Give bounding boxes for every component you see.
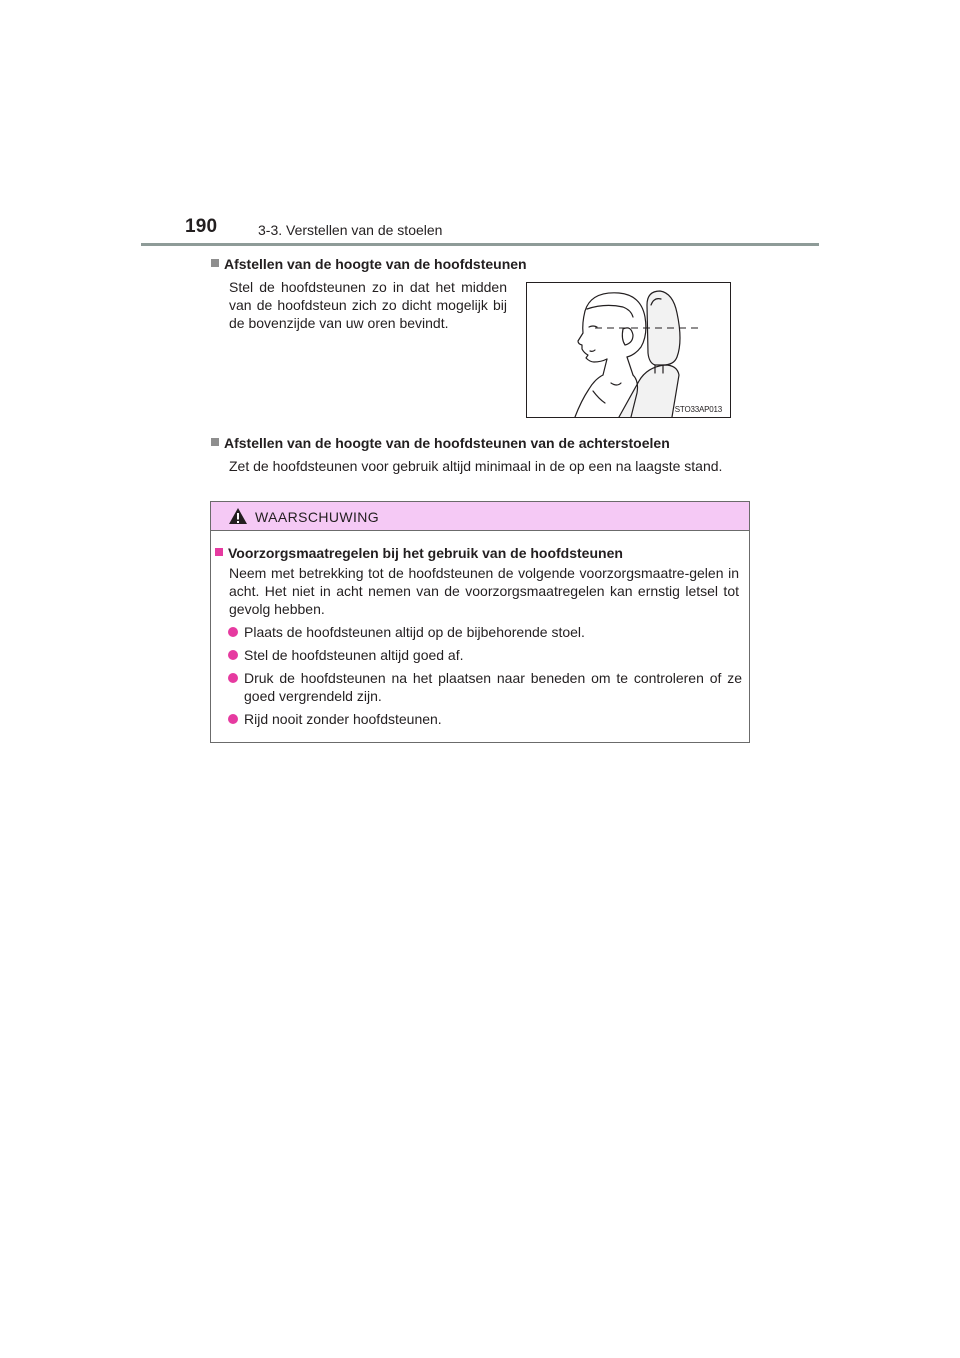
warning-bullet: Rijd nooit zonder hoofdsteunen. [228, 710, 742, 728]
section2-heading-text: Afstellen van de hoogte van de hoofdsteunen van de achterstoelen [224, 435, 670, 451]
warning-bullet: Plaats de hoofdsteunen altijd op de bijbehorende stoel. [228, 623, 742, 641]
headrest-illustration [526, 282, 731, 418]
bullet-dot-icon [228, 714, 238, 724]
square-marker-icon [211, 259, 219, 267]
square-marker-icon [211, 438, 219, 446]
warning-body: Neem met betrekking tot de hoofdsteunen de volgende voorzorgsmaatre-gelen in acht. Het niet in acht nemen van de voorzorgsmaatregelen kan ernstig letsel tot gevolg hebben. [229, 565, 739, 617]
warning-bullet: Stel de hoofdsteunen altijd goed af. [228, 646, 742, 664]
warning-triangle-icon [228, 507, 248, 525]
page-number: 190 [185, 216, 218, 237]
warning-title: WAARSCHUWING [255, 509, 380, 525]
headrest-adjust-diagram [527, 283, 730, 417]
warning-heading-text: Voorzorgsmaatregelen bij het gebruik van de hoofdsteunen [228, 545, 623, 561]
square-marker-icon [215, 548, 223, 556]
bullet-dot-icon [228, 650, 238, 660]
section1-heading [211, 256, 527, 272]
header-rule [141, 243, 819, 246]
bullet-dot-icon [228, 627, 238, 637]
section-title: 3-3. Verstellen van de stoelen [258, 222, 443, 238]
section1-body: Stel de hoofdsteunen zo in dat het midden van de hoofdsteun zich zo dicht mogelijk bij de bovenzijde van uw oren bevindt. [229, 279, 507, 331]
bullet-dot-icon [228, 673, 238, 683]
section2-heading [211, 435, 670, 451]
section1-heading-text: Afstellen van de hoogte van de hoofdsteunen [224, 256, 527, 272]
warning-header [211, 502, 749, 531]
warning-bullet: Druk de hoofdsteunen na het plaatsen naar beneden om te controleren of ze goed vergrendeld zijn. [228, 669, 742, 705]
warning-heading [215, 545, 623, 561]
figure-label: STO33AP013 [674, 405, 722, 414]
warning-box [210, 501, 750, 743]
section2-body: Zet de hoofdsteunen voor gebruik altijd minimaal in de op een na laagste stand. [229, 458, 723, 474]
